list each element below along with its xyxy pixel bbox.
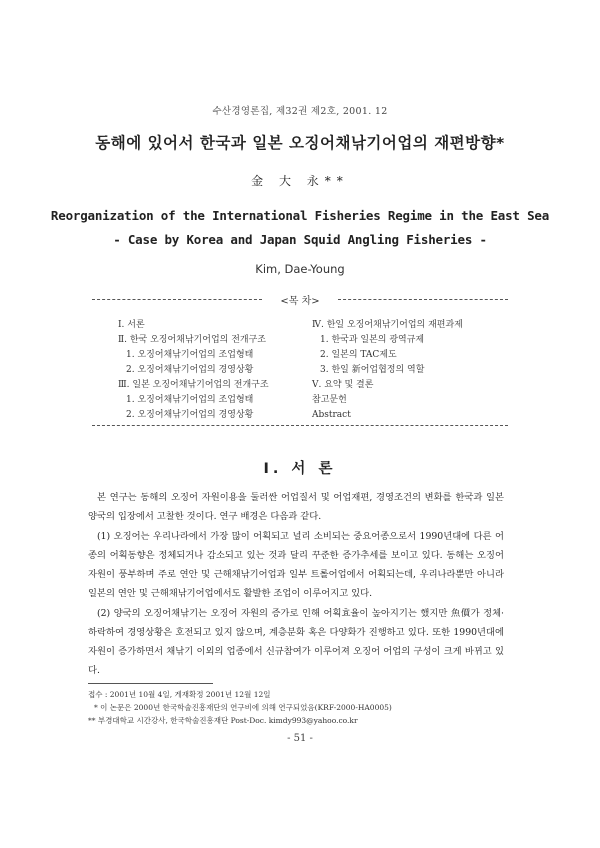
korean-author: 金 大 永** [251, 174, 349, 188]
page-number: - 51 - [287, 733, 313, 744]
paragraph-2: (1) 오징어는 우리나라에서 가장 많이 어획되고 널리 소비되는 중요어종으로서 1990년대에 다른 어종의 어획동향은 정체되거나 감소되고 있는 것과 달리 꾸준한 증가추세를 보이고 있다. 동해는 오징어 자원이 풍부하며 주로 연안 및 근해채낚기어업과 일부 트롤어업에서 어획되는데, 우리나라뿐만 아니라 일본의 연안 및 근해채낚기어업에서도 활발한 조업이 이루어지고 있다. [88, 531, 504, 599]
footnote-rule [88, 683, 213, 684]
toc-item: 1. 오징어채낚기어업의 조업형태 [126, 350, 254, 360]
english-title-line-2: - Case by Korea and Japan Squid Angling Fisheries - [113, 232, 487, 247]
paragraph-3: (2) 양국의 오징어채낚기는 오징어 자원의 증가로 인해 어획효율이 높아지기는 했지만 魚價가 정체·하락하여 경영상황은 호전되고 있지 않으며, 계층분화 혹은 다양화가 진행하고 있다. 또한 1990년대에 자원이 증가하면서 채낚기 이외의 업종에서 신규참여가 이루어져 오징어 어업의 구성이 크게 바뀌고 있다. [88, 608, 504, 676]
english-title-line-1: Reorganization of the International Fisheries Regime in the East Sea [50, 208, 550, 223]
toc-item: Ⅴ. 요약 및 결론 [312, 380, 374, 390]
toc-item: Ⅰ. 서론 [118, 320, 145, 330]
toc-left-column [118, 318, 269, 423]
toc-item: Ⅲ. 일본 오징어채낚기어업의 전개구조 [118, 380, 269, 390]
toc-right-column [312, 318, 463, 423]
toc-item: 1. 한국과 일본의 광역규제 [320, 335, 425, 345]
toc-item: 2. 오징어채낚기어업의 경영상황 [126, 365, 254, 375]
journal-citation: 수산경영론집, 제32권 제2호, 2001. 12 [212, 106, 388, 117]
footnote-received: 접수 : 2001년 10월 4일, 게재확정 2001년 12월 12일 [88, 690, 271, 699]
body-text [88, 488, 504, 681]
toc-item: 3. 한일 新어업협정의 역할 [320, 365, 425, 375]
korean-title: 동해에 있어서 한국과 일본 오징어채낚기어업의 재편방향* [95, 134, 505, 152]
toc-item: Abstract [312, 410, 351, 420]
toc-item: 2. 오징어채낚기어업의 경영상황 [126, 410, 254, 420]
paragraph-1: 본 연구는 동해의 오징어 자원이용을 둘러싼 어업질서 및 어업재편, 경영조건의 변화를 한국과 일본 양국의 입장에서 고찰한 것이다. 연구 배경은 다음과 같다. [88, 492, 504, 522]
english-author: Kim, Dae-Young [255, 262, 345, 276]
toc-heading: <목 차> [280, 296, 320, 307]
toc-item: Ⅳ. 한일 오징어채낚기어업의 재편과제 [312, 320, 463, 330]
footnote-1: * 이 논문은 2000년 한국학술진흥재단의 연구비에 의해 연구되었음(KRF-2000-HA0005) [94, 703, 392, 712]
english-title [0, 204, 600, 252]
toc-item: 1. 오징어채낚기어업의 조업형태 [126, 395, 254, 405]
toc-item: 참고문헌 [312, 395, 347, 405]
section-heading: Ⅰ. 서 론 [263, 461, 337, 477]
toc-bottom-rule [92, 425, 508, 426]
footnote-2: ** 부경대학교 시간강사, 한국학술진흥재단 Post-Doc. kimdy993@yahoo.co.kr [88, 716, 358, 725]
toc-item: 2. 일본의 TAC제도 [320, 350, 397, 360]
footnotes [88, 688, 508, 727]
toc-item: Ⅱ. 한국 오징어채낚기어업의 전개구조 [118, 335, 266, 345]
